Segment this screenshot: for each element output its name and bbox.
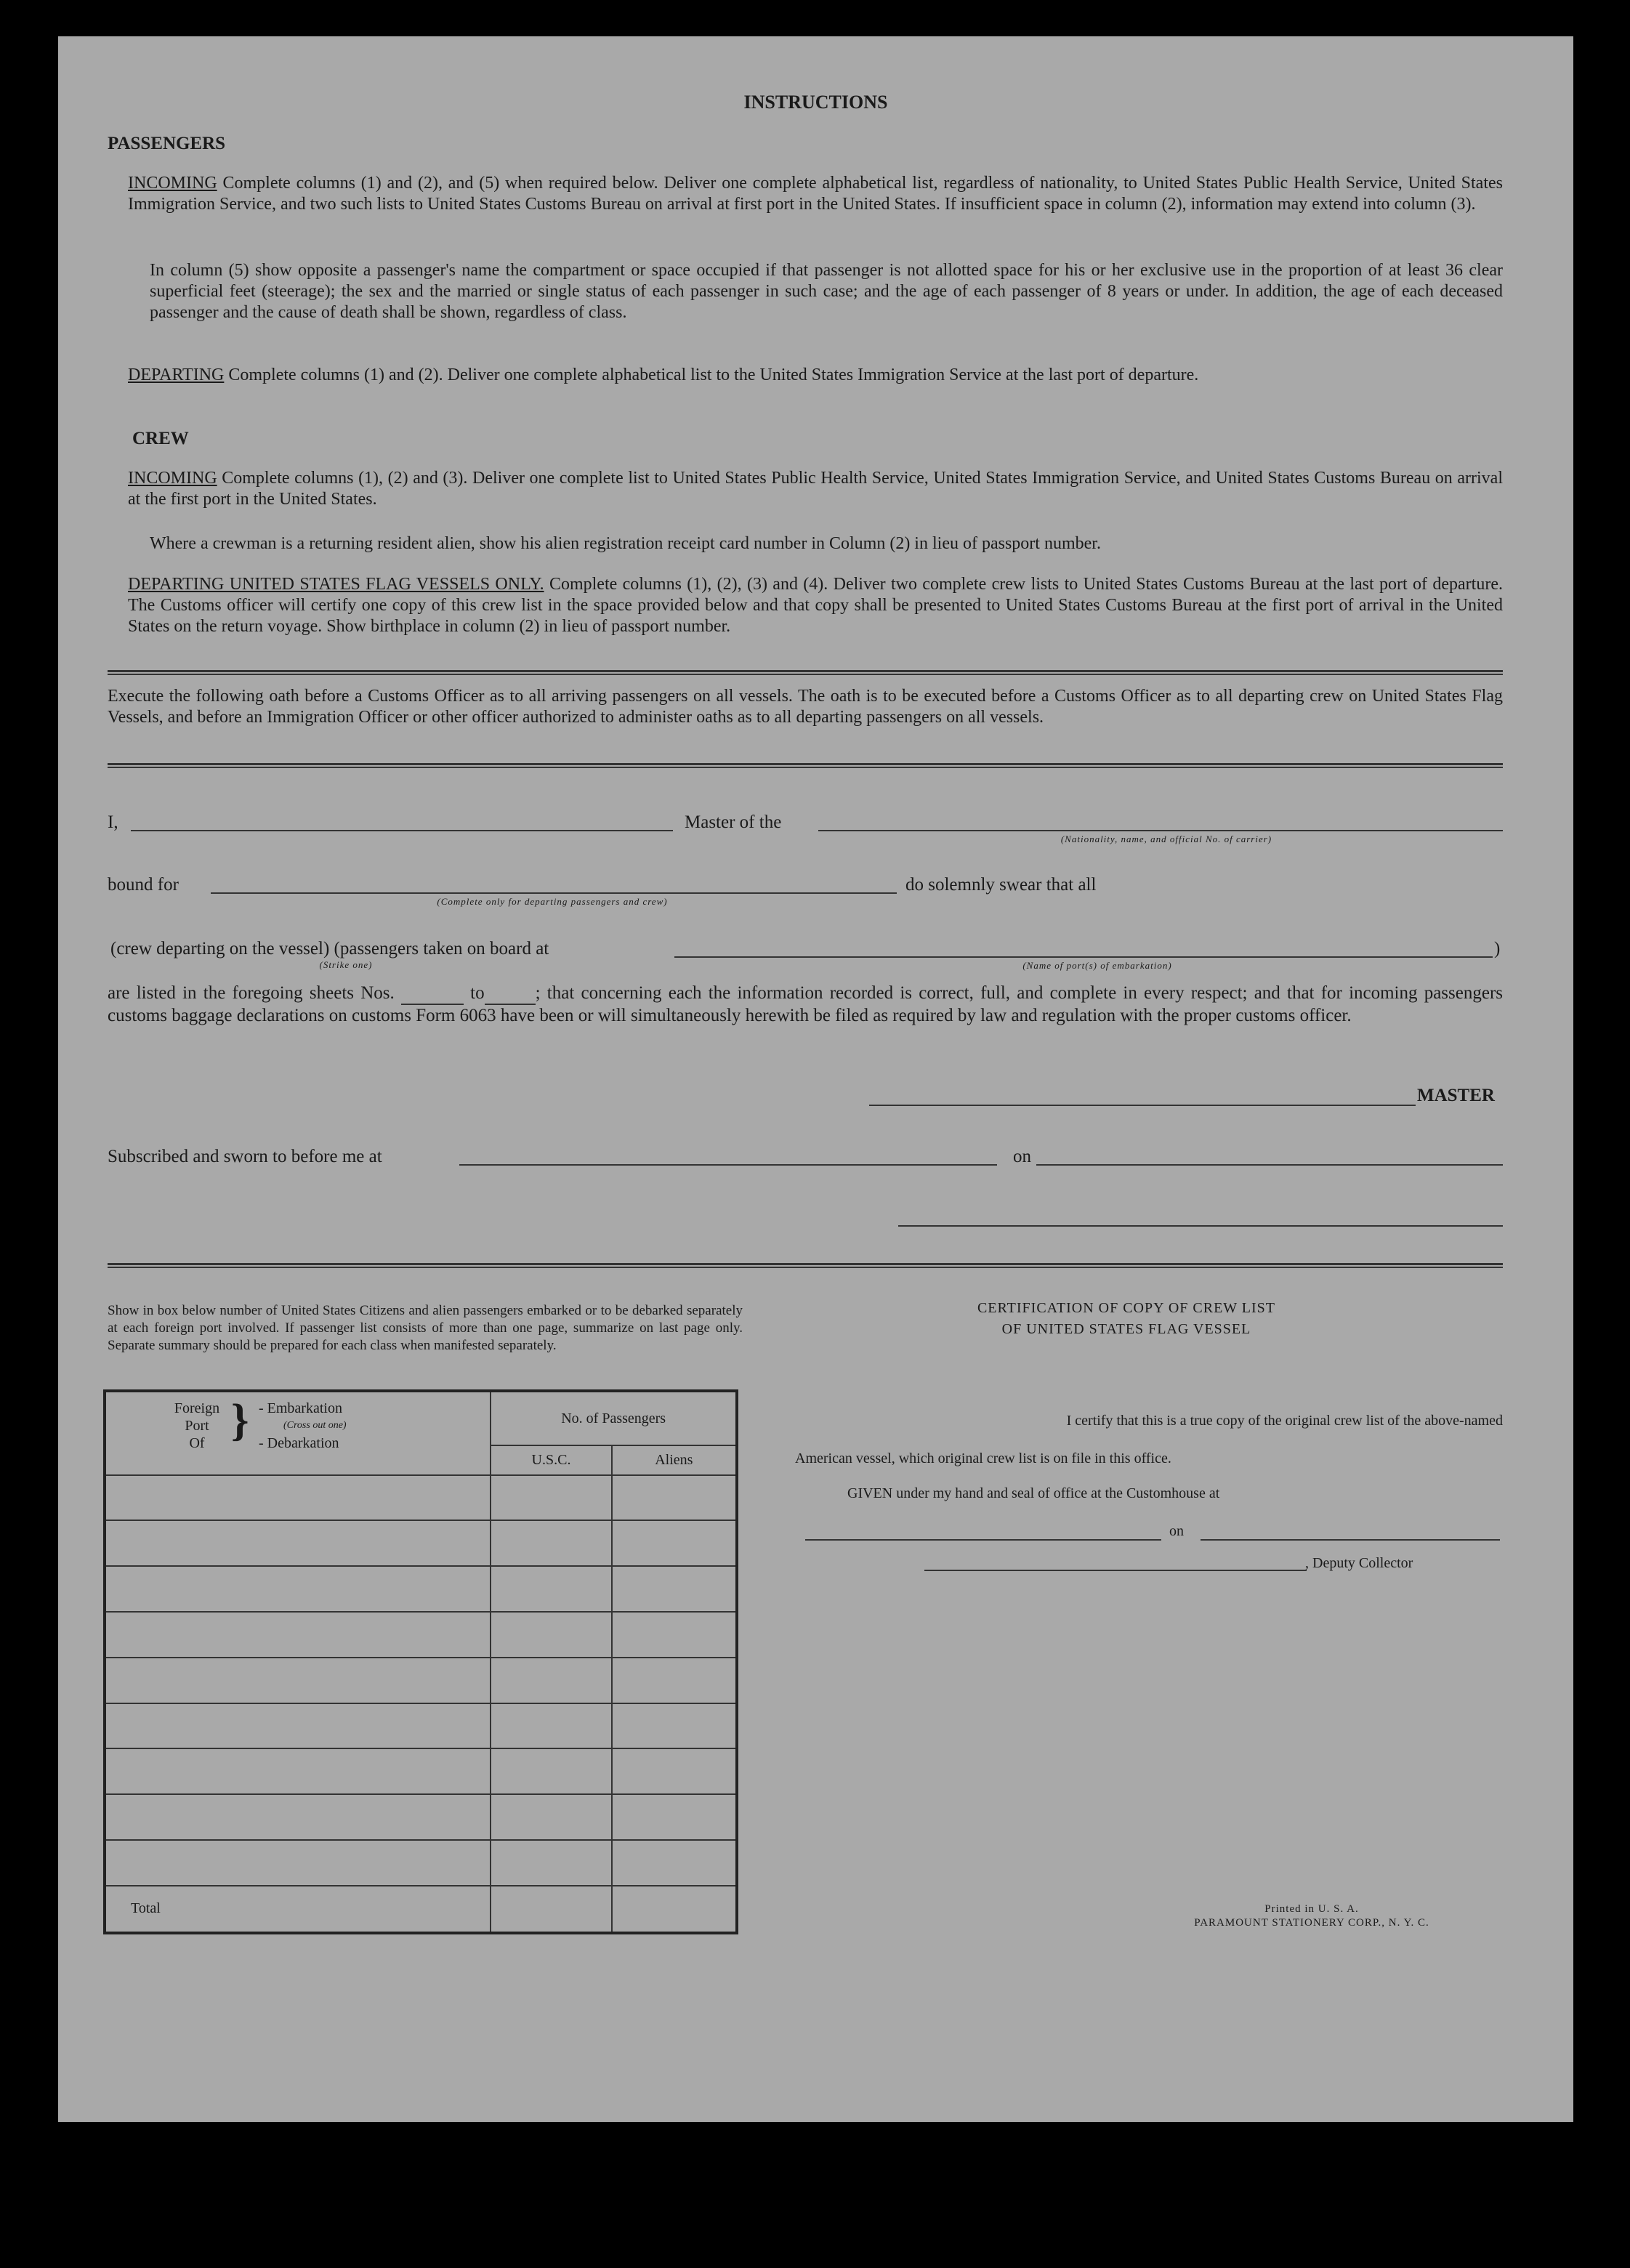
certification-title-1: CERTIFICATION OF COPY OF CREW LIST (977, 1300, 1276, 1316)
crew-departing-flag-text: Complete columns (1), (2), (3) and (4). Deliver two complete crew lists to United States Customs Bureau at the last port of departure. The Customs officer will certify one copy of this crew list in the space provided below and that copy shall be presented to United States Customs Bureau at the first port of arrival in the United States on the return voyage. Show birthplace in column (2) in lieu of passport number. (128, 575, 1503, 636)
deputy-collector-label: , Deputy Collector (1305, 1555, 1413, 1571)
foreign-label: Foreign (174, 1400, 220, 1416)
master-of-label: Master of the (685, 812, 782, 832)
subscribed-label: Subscribed and sworn to before me at (108, 1147, 382, 1166)
table-row[interactable] (491, 1658, 611, 1703)
total-aliens-cell[interactable] (612, 1886, 737, 1933)
certification-line-2: American vessel, which original crew list is on file in this office. (795, 1450, 1171, 1466)
close-paren: ) (1494, 939, 1501, 959)
passengers-departing-label: DEPARTING (128, 366, 225, 384)
table-row[interactable] (612, 1840, 737, 1886)
brace-icon: } (231, 1396, 249, 1445)
oath-instructions: Execute the following oath before a Customs Officer as to all arriving passengers on all vessels. The oath is to be executed before a Customs Officer as to all departing crew on United States Flag Vessels, and before an Immigration Officer or other officer authorized to administer oaths as to all departing passengers on all vessels. (108, 687, 1503, 727)
table-row[interactable] (105, 1748, 491, 1794)
table-row[interactable] (491, 1612, 611, 1658)
table-row[interactable] (612, 1520, 737, 1566)
subscribed-place-field[interactable] (459, 1164, 997, 1166)
cross-out-label: (Cross out one) (283, 1420, 347, 1431)
listed-paragraph (108, 982, 1503, 1026)
crew-departing-flag-paragraph (128, 574, 1503, 637)
passengers-incoming-label: INCOMING (128, 174, 217, 193)
crew-heading: CREW (132, 429, 189, 448)
table-row[interactable] (491, 1840, 611, 1886)
usc-header: U.S.C. (491, 1445, 611, 1474)
crew-incoming-text: Complete columns (1), (2) and (3). Deliver one complete list to United States Public Health Service, United States Immigration Service, and United States Customs Bureau on arrival at the first port in the United States. (128, 469, 1503, 509)
total-usc-cell[interactable] (491, 1886, 611, 1933)
no-passengers-header: No. of Passengers (491, 1391, 737, 1445)
summary-instructions: Show in box below number of United States Citizens and alien passengers embarked or to be debarked separately at each foreign port involved. If passenger list consists of more than one page, summarize on last page only. Separate summary should be prepared for each class when manifested separately. (108, 1303, 743, 1353)
table-row[interactable] (612, 1612, 737, 1658)
table-row[interactable] (612, 1703, 737, 1749)
deputy-signature-field[interactable] (924, 1570, 1307, 1571)
page-title: INSTRUCTIONS (743, 92, 888, 113)
table-row[interactable] (612, 1748, 737, 1794)
listed-to: to (470, 983, 485, 1003)
debarkation-label: - Debarkation (259, 1435, 339, 1451)
certification-line-3: GIVEN under my hand and seal of office at the Customhouse at (847, 1485, 1220, 1501)
table-row[interactable] (105, 1566, 491, 1612)
master-signature-field[interactable] (869, 1105, 1416, 1106)
table-row[interactable] (491, 1794, 611, 1840)
passengers-heading: PASSENGERS (108, 134, 226, 153)
sheet-from-field[interactable] (401, 982, 464, 1005)
master-name-field[interactable] (131, 830, 673, 831)
aliens-header: Aliens (612, 1445, 737, 1474)
bound-hint: (Complete only for departing passengers and crew) (437, 896, 668, 907)
table-row[interactable] (491, 1566, 611, 1612)
strike-hint: (Strike one) (319, 959, 373, 970)
table-row[interactable] (105, 1794, 491, 1840)
printer-line-1: Printed in U. S. A. (1264, 1903, 1359, 1915)
bound-for-label: bound for (108, 875, 179, 895)
passengers-incoming-text: Complete columns (1) and (2), and (5) when required below. Deliver one complete alphabetical list, regardless of nationality, to United States Public Health Service, United States Immigration Service, and two such lists to United States Customs Bureau on arrival at first port in the United States. If insufficient space in column (2), information may extend into column (3). (128, 174, 1503, 214)
passengers-departing-paragraph (128, 365, 1503, 386)
divider (108, 1263, 1503, 1268)
table-row[interactable] (612, 1794, 737, 1840)
carrier-field[interactable] (818, 830, 1503, 831)
port-label: Port (185, 1418, 209, 1434)
port-header-cell (105, 1391, 491, 1475)
listed-text-b: ; that concerning each the information recorded is correct, full, and complete in every respect; and that for incoming passengers customs baggage declarations on customs Form 6063 have been or will simultaneously herewith be filed as required by law and regulation with the proper customs officer. (108, 983, 1504, 1025)
officer-signature-field[interactable] (898, 1225, 1503, 1227)
total-label: Total (105, 1886, 491, 1933)
swear-label: do solemnly swear that all (905, 875, 1097, 895)
table-row[interactable] (105, 1520, 491, 1566)
divider (108, 670, 1503, 675)
sheet-to-field[interactable] (485, 982, 536, 1005)
table-row[interactable] (612, 1475, 737, 1521)
embarkation-label: - Embarkation (259, 1400, 342, 1416)
table-row[interactable] (491, 1748, 611, 1794)
table-row[interactable] (612, 1658, 737, 1703)
column5-paragraph: In column (5) show opposite a passenger's name the compartment or space occupied if that passenger is not allotted space for his or her exclusive use in the proportion of at least 36 clear superficial feet (steerage); the sex and the married or single status of each passenger in such case; and the age of each passenger of 8 years or under. In addition, the age of each deceased passenger and the cause of death shall be shown, regardless of class. (150, 261, 1503, 322)
table-row[interactable] (612, 1566, 737, 1612)
bound-for-field[interactable] (211, 892, 897, 894)
table-row[interactable] (105, 1840, 491, 1886)
certification-title (836, 1298, 1417, 1340)
certification-on-label: on (1169, 1523, 1184, 1539)
certification-title-2: OF UNITED STATES FLAG VESSEL (1001, 1321, 1251, 1337)
crew-resident-paragraph: Where a crewman is a returning resident alien, show his alien registration receipt card number in Column (2) in lieu of passport number. (150, 534, 1101, 553)
table-row[interactable] (491, 1475, 611, 1521)
crew-departing-flag-label: DEPARTING UNITED STATES FLAG VESSELS ONLY. (128, 575, 544, 594)
of-label: Of (189, 1435, 205, 1451)
oath-i-label: I, (108, 812, 118, 832)
table-row[interactable] (105, 1475, 491, 1521)
form-sheet (58, 36, 1573, 2122)
port-hint: (Name of port(s) of embarkation) (1022, 960, 1172, 971)
listed-text-a: are listed in the foregoing sheets Nos. (108, 983, 395, 1003)
subscribed-date-field[interactable] (1036, 1164, 1503, 1166)
printer-credit (1090, 1902, 1533, 1930)
passengers-incoming-paragraph (128, 173, 1503, 215)
table-row[interactable] (105, 1658, 491, 1703)
subscribed-on-label: on (1013, 1147, 1031, 1166)
embarkation-port-field[interactable] (674, 956, 1493, 958)
divider (108, 763, 1503, 768)
table-row[interactable] (105, 1612, 491, 1658)
certification-line-1: I certify that this is a true copy of the original crew list of the above-named (1066, 1413, 1503, 1429)
table-row[interactable] (491, 1703, 611, 1749)
crew-incoming-paragraph (128, 468, 1503, 510)
master-label: MASTER (1417, 1086, 1495, 1105)
table-row[interactable] (491, 1520, 611, 1566)
crew-incoming-label: INCOMING (128, 469, 217, 488)
passengers-departing-text: Complete columns (1) and (2). Deliver one complete alphabetical list to the United States Immigration Service at the last port of departure. (224, 366, 1199, 384)
certification-date-field[interactable] (1201, 1539, 1500, 1541)
passenger-summary-table (103, 1389, 738, 1934)
printer-line-2: PARAMOUNT STATIONERY CORP., N. Y. C. (1194, 1917, 1429, 1929)
customhouse-field[interactable] (805, 1539, 1161, 1541)
crew-departing-label: (crew departing on the vessel) (passengers taken on board at (110, 939, 549, 959)
table-row[interactable] (105, 1703, 491, 1749)
carrier-hint: (Nationality, name, and official No. of carrier) (1060, 834, 1272, 844)
